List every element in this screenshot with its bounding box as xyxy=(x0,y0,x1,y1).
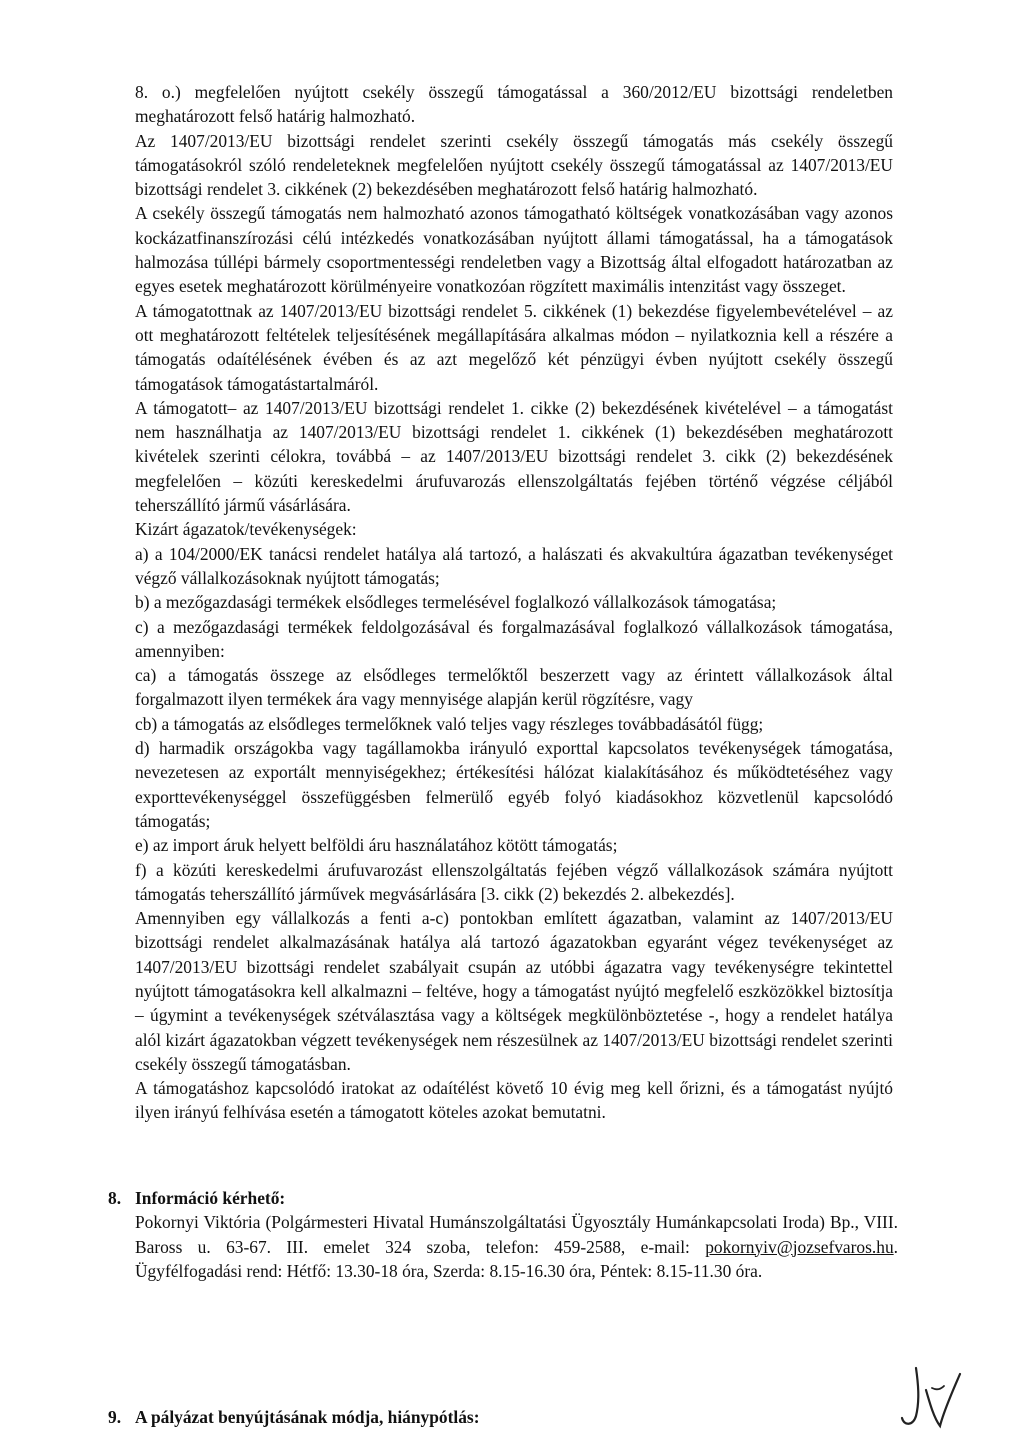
paragraph-kizart-agazatok-heading: Kizárt ágazatok/tevékenységek: xyxy=(135,519,357,540)
list-item-cb: cb) a támogatás az elsődleges termelőknek való teljes vagy részleges továbbadásától függ; xyxy=(135,713,764,734)
paragraph-felhasznalasi-tilalom: A támogatott– az 1407/2013/EU bizottsági rendelet 1. cikke (2) bekezdésének kivételével – a támogatást nem használhatja az 1407/2013/EU bizottsági rendelet 1. cikkének (1) bekezdésében meghatározott kivételek szerinti célokra, továbbá – az 1407/2013/EU bizottsági rendelet 3. cikk (2) bekezdésének megfelelően – közúti kereskedelmi árufuvarozás ellenszolgáltatás fejében történő végzése céljából teherszállító jármű vásárlására. xyxy=(135,397,893,516)
section-9-title: A pályázat benyújtásának módja, hiánypótlás: xyxy=(135,1407,480,1427)
list-item-ca: ca) a támogatás összege az elsődleges termelőktől beszerzett vagy az érintett vállalkozások által forgalmazott ilyen termékek ára vagy mennyisége alapján kerül rögzítésre, vagy xyxy=(135,665,893,710)
list-item-b: b) a mezőgazdasági termékek elsődleges termelésével foglalkozó vállalkozások támogatása; xyxy=(135,592,777,613)
section-9-heading xyxy=(108,1405,898,1429)
section-8-heading xyxy=(108,1186,898,1210)
section-informacio xyxy=(108,1186,898,1283)
list-item-c: c) a mezőgazdasági termékek feldolgozásával és forgalmazásával foglalkozó vállalkozások támogatása, amennyiben: xyxy=(135,616,893,661)
list-item-f: f) a közúti kereskedelmi árufuvarozást ellenszolgáltatás fejében végző vállalkozások számára nyújtott támogatás teherszállító járművek megvásárlására [3. cikk (2) bekezdés 2. albekezdés]. xyxy=(135,859,893,904)
contact-text: Pokornyi Viktória (Polgármesteri Hivatal Humánszolgáltatási Ügyosztály Humánkapcsolati Iroda) Bp., VIII. Baross u. 63-67. III. emelet 324 szoba, telefon: 459-2588, e-mail: xyxy=(135,1212,898,1257)
section-8-body xyxy=(135,1210,898,1283)
document-body xyxy=(135,80,893,1125)
list-item-a: a) a 104/2000/EK tanácsi rendelet hatálya alá tartozó, a halászati és akvakultúra ágazatban tevékenységet végző vállalkozásoknak nyújtott támogatás; xyxy=(135,543,893,588)
handwritten-signature xyxy=(896,1360,976,1440)
paragraph-vegyes-tevekenyseg: Amennyiben egy vállalkozás a fenti a-c) pontokban említett ágazatban, valamint az 1407/2013/EU bizottsági rendelet alkalmazásának hatálya alá tartozó ágazatokban egyaránt végez tevékenységet az 1407/2013/EU bizottsági rendelet szabályait csupán az utóbbi ágazatra vagy tevékenységre tekintettel nyújtott támogatásokra kell alkalmazni – feltéve, hogy a támogatást nyújtó megfelelő eszközökkel biztosítja – úgymint a tevékenységek szétválasztása vagy a költségek megkülönböztetése -, hogy a rendelet hatálya alól kizárt ágazatokban végzett tevékenységek nem részesülnek az 1407/2013/EU bizottsági rendelet szerinti csekély összegű támogatásban. xyxy=(135,908,893,1074)
section-9-number: 9. xyxy=(108,1407,122,1427)
paragraph-iratmegorzes: A támogatáshoz kapcsolódó iratokat az odaítélést követő 10 évig meg kell őrizni, és a támogatást nyújtó ilyen irányú felhívása esetén a támogatott köteles azokat bemutatni. xyxy=(135,1078,893,1123)
section-8-number: 8. xyxy=(108,1188,122,1208)
paragraph-halmozas-360: 8. o.) megfelelően nyújtott csekély összegű támogatással a 360/2012/EU bizottsági rendeletben meghatározott felső határig halmozható. xyxy=(135,82,893,127)
paragraph-nyilatkozat: A támogatottnak az 1407/2013/EU bizottsági rendelet 5. cikkének (1) bekezdése figyelembevételével – az ott meghatározott feltételek teljesítésének megállapítására alkalmas módon – nyilatkoznia kell a részére a támogatás odaítélésének évében és az azt megelőző két pénzügyi évben nyújtott csekély összegű támogatások támogatástartalmáról. xyxy=(135,300,893,394)
section-palyazat-benyujtas xyxy=(108,1405,898,1429)
email-link[interactable]: pokornyiv@jozsefvaros.hu xyxy=(705,1236,894,1257)
section-8-title: Információ kérhető: xyxy=(135,1188,286,1208)
paragraph-halmozas-tilalom: A csekély összegű támogatás nem halmozható azonos támogatható költségek vonatkozásában vagy azonos kockázatfinanszírozási célú intézkedés vonatkozásában nyújtott állami támogatással, ha a támogatások halmozása túllépi bármely csoportmentességi rendeletben vagy a Bizottság által elfogadott határozatban az egyes esetek meghatározott körülményeire vonatkozóan rögzített maximális intenzitást vagy összeget. xyxy=(135,203,893,297)
office-hours-text: . Ügyfélfogadási rend: Hétfő: 13.30-18 óra, Szerda: 8.15-16.30 óra, Péntek: 8.15-11.30 óra. xyxy=(135,1236,898,1281)
list-item-d: d) harmadik országokba vagy tagállamokba irányuló exporttal kapcsolatos tevékenységek támogatása, nevezetesen az exportált mennyiségekhez; értékesítési hálózat kialakításához és működtetéséhez vagy exporttevékenységgel összefüggésben felmerülő egyéb folyó kiadásokhoz közvetlenül kapcsolódó támogatás; xyxy=(135,738,893,831)
paragraph-halmozas-1407: Az 1407/2013/EU bizottsági rendelet szerinti csekély összegű támogatás más csekély összegű támogatásokról szóló rendeleteknek megfelelően nyújtott csekély összegű támogatással az 1407/2013/EU bizottsági rendelet 3. cikkének (2) bekezdésében meghatározott felső határig halmozható. xyxy=(135,130,893,200)
list-item-e: e) az import áruk helyett belföldi áru használatához kötött támogatás; xyxy=(135,835,618,856)
